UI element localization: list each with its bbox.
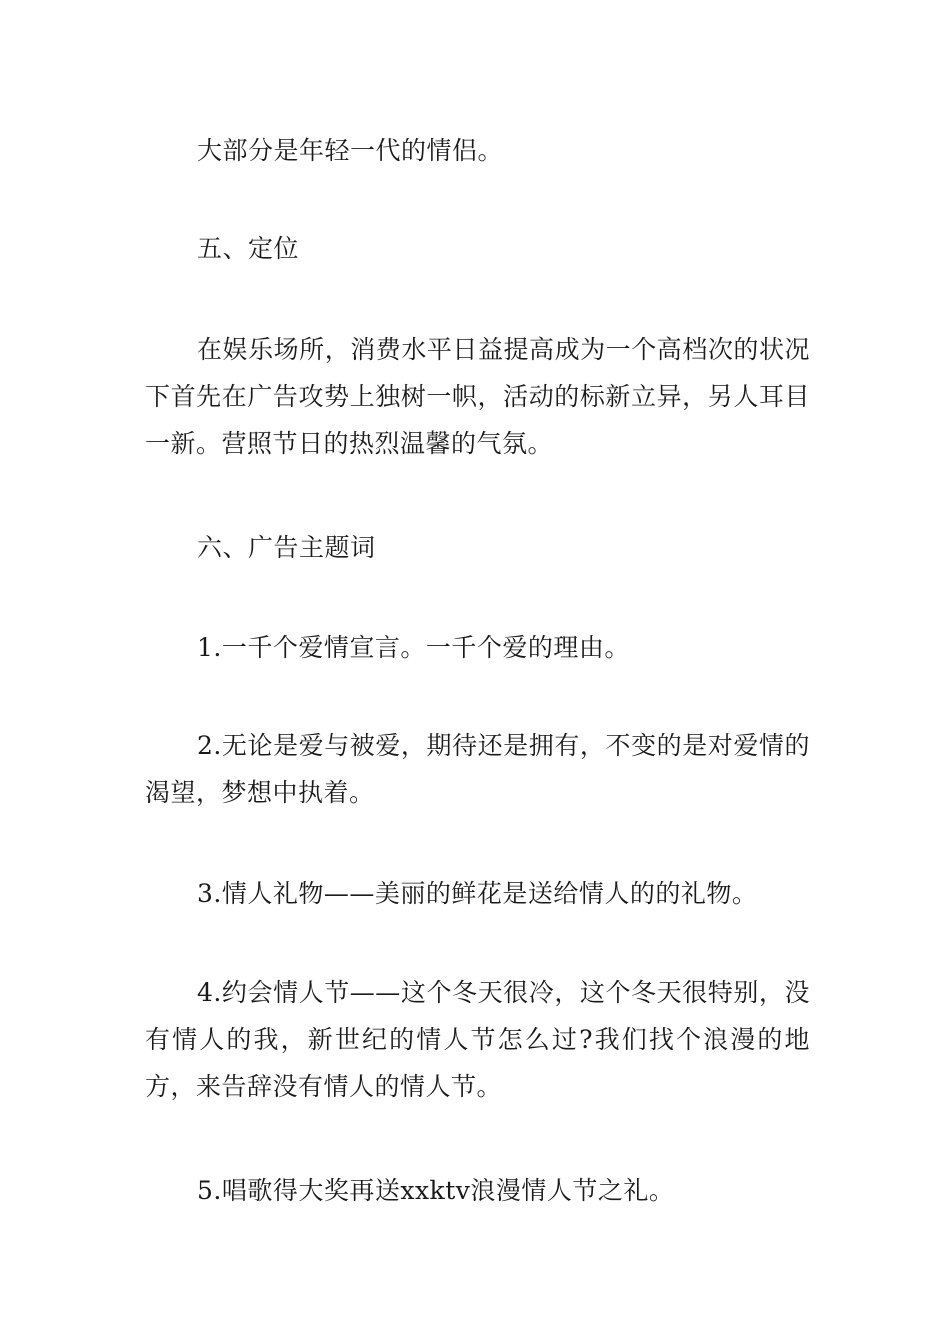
heading-ad-slogans: 六、广告主题词 bbox=[197, 533, 376, 562]
paragraph-positioning: 在娱乐场所，消费水平日益提高成为一个高档次的状况下首先在广告攻势上独树一帜，活动的标新立异，另人耳目一新。营照节日的热烈温馨的气氛。 bbox=[145, 335, 810, 458]
heading-positioning: 五、定位 bbox=[197, 234, 300, 263]
slogan-item-4: 4.约会情人节——这个冬天很冷，这个冬天很特别，没有情人的我，新世纪的情人节怎么过?我们找个浪漫的地方，来告辞没有情人的情人节。 bbox=[145, 978, 810, 1101]
slogan-item-2: 2.无论是爱与被爱，期待还是拥有，不变的是对爱情的渴望，梦想中执着。 bbox=[145, 731, 810, 807]
slogan-item-1: 1.一千个爱情宣言。一千个爱的理由。 bbox=[197, 633, 630, 662]
slogan-item-5: 5.唱歌得大奖再送xxktv浪漫情人节之礼。 bbox=[197, 1176, 675, 1205]
slogan-item-3: 3.情人礼物——美丽的鲜花是送给情人的的礼物。 bbox=[197, 879, 758, 908]
paragraph-audience: 大部分是年轻一代的情侣。 bbox=[197, 136, 504, 165]
